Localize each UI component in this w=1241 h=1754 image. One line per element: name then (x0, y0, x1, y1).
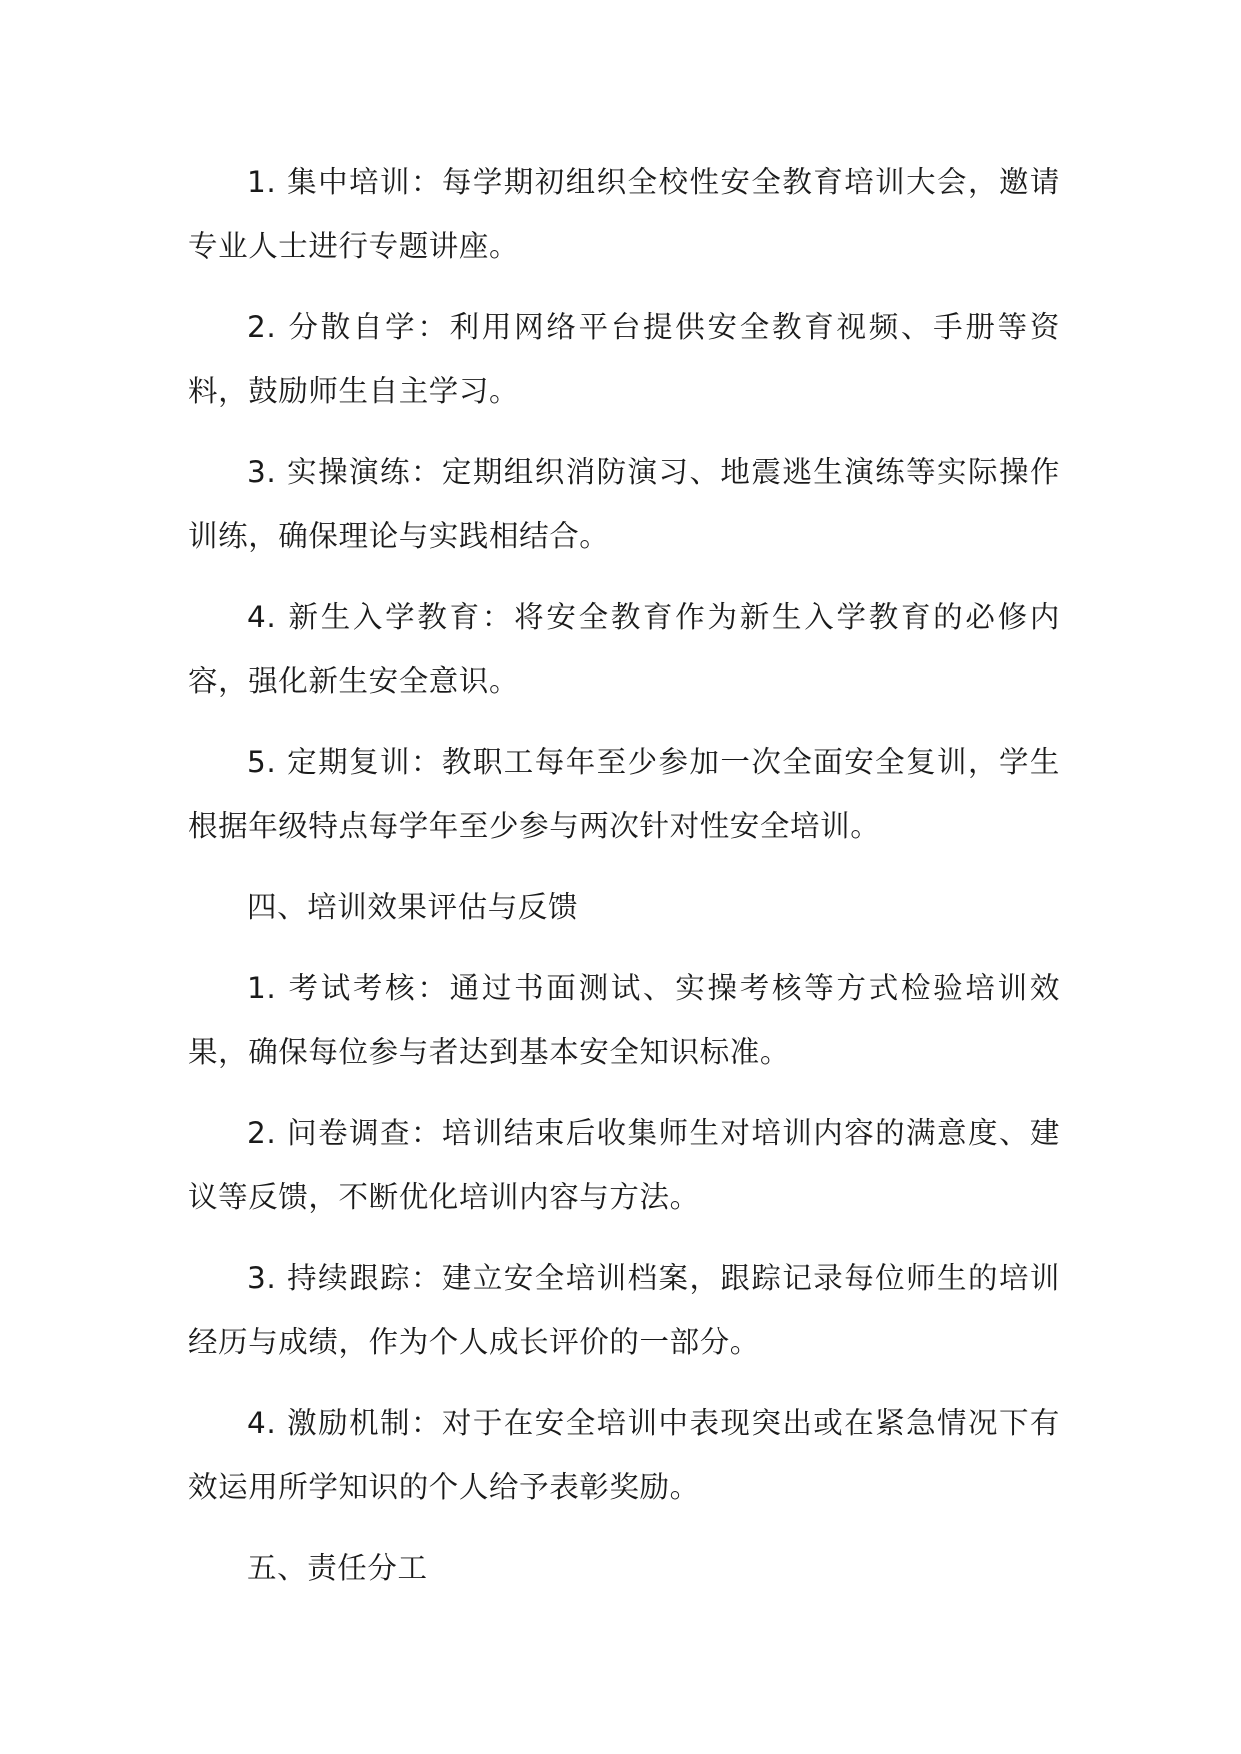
paragraph-drills: 3. 实操演练：定期组织消防演习、地震逃生演练等实际操作训练，确保理论与实践相结合。 (188, 455, 1060, 553)
paragraph-exam: 1. 考试考核：通过书面测试、实操考核等方式检验培训效果，确保每位参与者达到基本安全知识标准。 (188, 971, 1060, 1069)
paragraph-retraining: 5. 定期复训：教职工每年至少参加一次全面安全复训，学生根据年级特点每学年至少参与两次针对性安全培训。 (188, 745, 1060, 843)
paragraph-incentive: 4. 激励机制：对于在安全培训中表现突出或在紧急情况下有效运用所学知识的个人给予表彰奖励。 (188, 1406, 1060, 1504)
paragraph-centralized-training: 1. 集中培训：每学期初组织全校性安全教育培训大会，邀请专业人士进行专题讲座。 (188, 165, 1060, 263)
document-body (188, 150, 1060, 1617)
paragraph-self-study: 2. 分散自学：利用网络平台提供安全教育视频、手册等资料，鼓励师生自主学习。 (188, 310, 1060, 408)
paragraph-freshman-education: 4. 新生入学教育：将安全教育作为新生入学教育的必修内容，强化新生安全意识。 (188, 600, 1060, 698)
paragraph-tracking: 3. 持续跟踪：建立安全培训档案，跟踪记录每位师生的培训经历与成绩，作为个人成长评价的一部分。 (188, 1261, 1060, 1359)
section-heading-responsibility: 五、责任分工 (247, 1551, 428, 1585)
section-heading-evaluation: 四、培训效果评估与反馈 (247, 890, 579, 924)
paragraph-survey: 2. 问卷调查：培训结束后收集师生对培训内容的满意度、建议等反馈，不断优化培训内容与方法。 (188, 1116, 1060, 1214)
